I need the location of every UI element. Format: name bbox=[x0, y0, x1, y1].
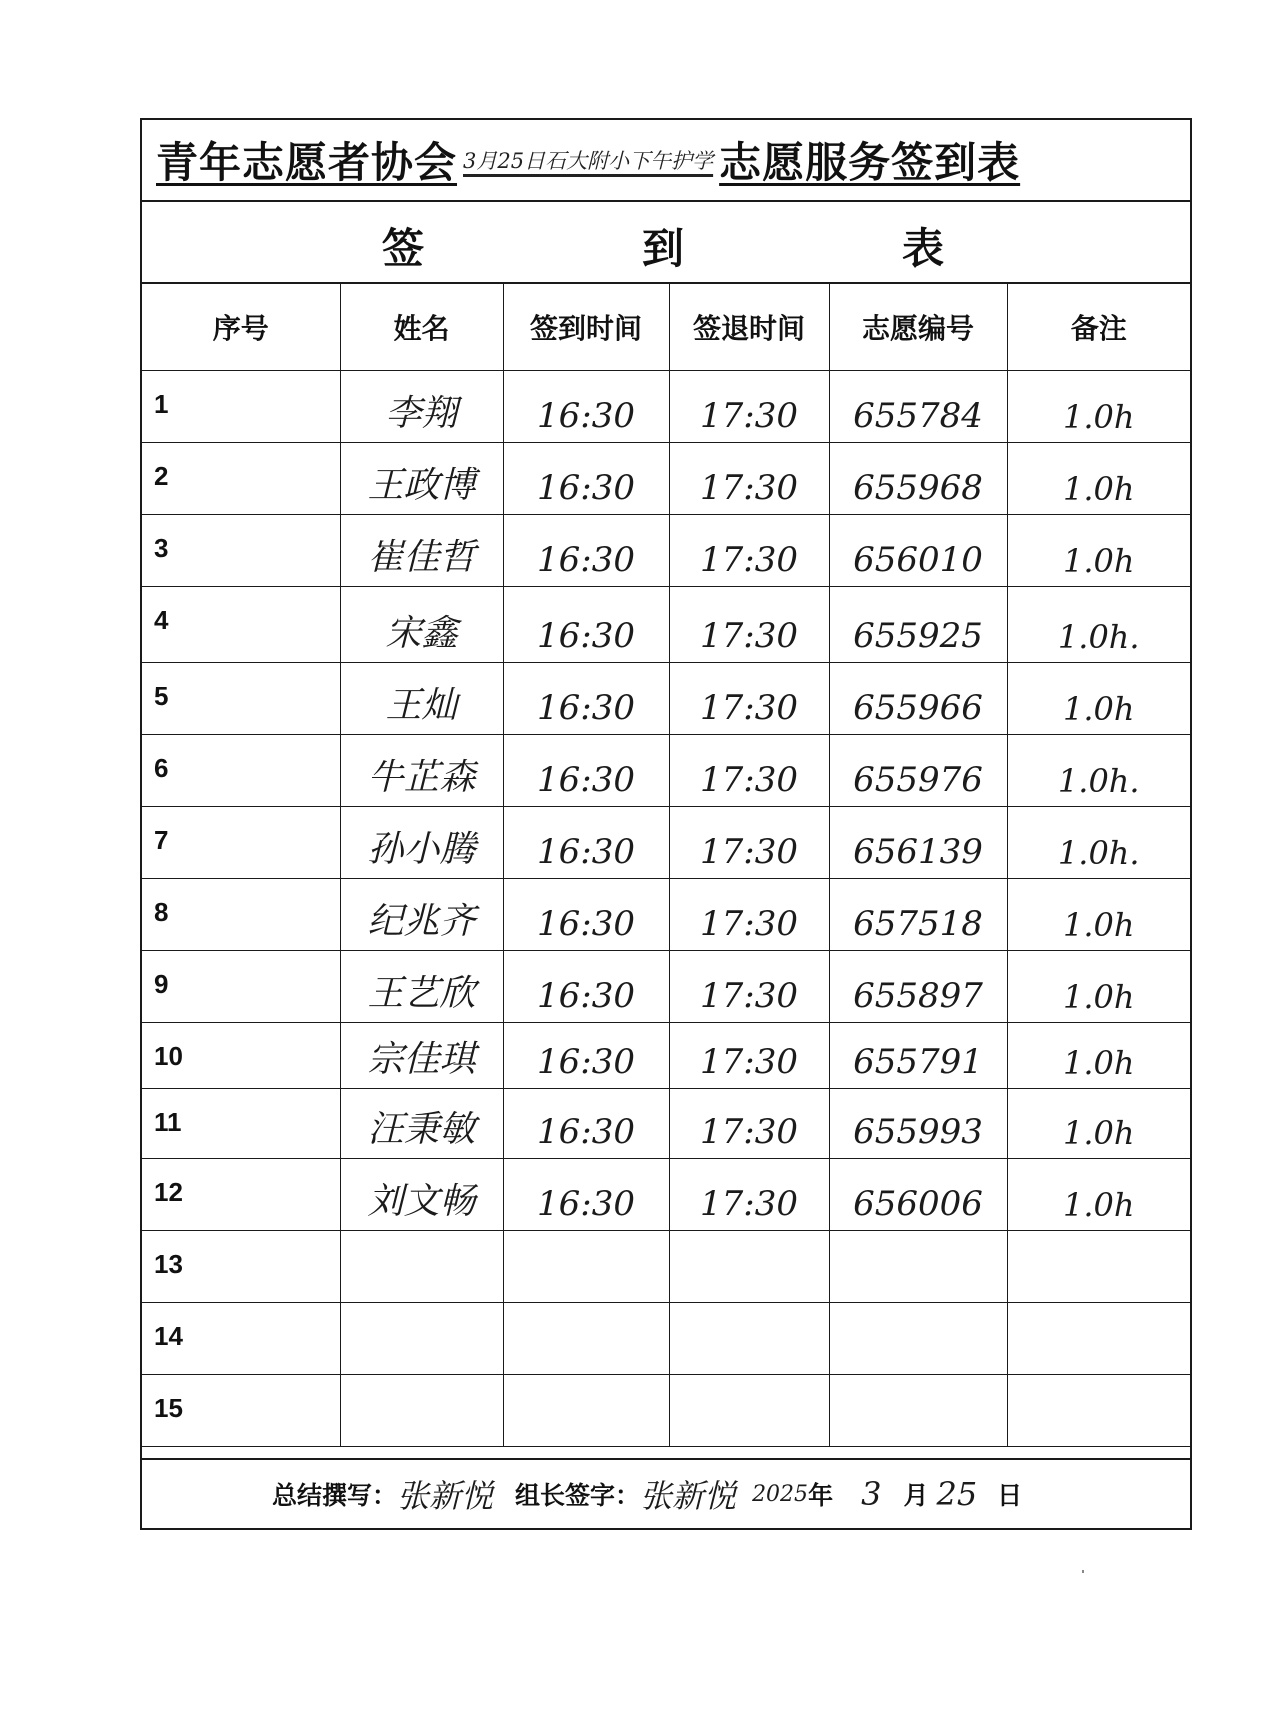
table-row bbox=[142, 1302, 1190, 1374]
table-row bbox=[142, 662, 1190, 734]
table-row bbox=[142, 806, 1190, 878]
row-name: 宋鑫 bbox=[340, 586, 503, 662]
row-checkout-time: 17:30 bbox=[669, 1022, 829, 1088]
row-volunteer-id: 655968 bbox=[829, 442, 1007, 514]
row-volunteer-id: 656010 bbox=[829, 514, 1007, 586]
title-handwritten-event: 3月25日石大附小下午护学 bbox=[463, 149, 714, 173]
row-remark: 1.0h bbox=[1007, 1088, 1190, 1158]
table-row bbox=[142, 442, 1190, 514]
row-checkin-time bbox=[503, 1302, 669, 1374]
table-header-row bbox=[142, 284, 1190, 370]
row-remark: 1.0h. bbox=[1007, 806, 1190, 878]
row-checkin-time: 16:30 bbox=[503, 662, 669, 734]
sign-in-table bbox=[142, 284, 1190, 1447]
row-name: 崔佳哲 bbox=[340, 514, 503, 586]
row-volunteer-id: 656006 bbox=[829, 1158, 1007, 1230]
sheet-footer bbox=[142, 1458, 1190, 1528]
col-header-name: 姓名 bbox=[340, 284, 503, 370]
row-volunteer-id: 655791 bbox=[829, 1022, 1007, 1088]
row-seq: 9 bbox=[142, 950, 340, 1022]
row-seq: 4 bbox=[142, 586, 340, 662]
row-remark: 1.0h bbox=[1007, 1022, 1190, 1088]
row-remark: 1.0h bbox=[1007, 514, 1190, 586]
row-seq: 2 bbox=[142, 442, 340, 514]
row-checkout-time: 17:30 bbox=[669, 662, 829, 734]
row-remark: 1.0h bbox=[1007, 950, 1190, 1022]
row-name: 汪秉敏 bbox=[340, 1088, 503, 1158]
row-name bbox=[340, 1230, 503, 1302]
row-checkin-time: 16:30 bbox=[503, 514, 669, 586]
row-volunteer-id: 655925 bbox=[829, 586, 1007, 662]
row-remark: 1.0h bbox=[1007, 1158, 1190, 1230]
row-checkout-time: 17:30 bbox=[669, 514, 829, 586]
row-checkout-time: 17:30 bbox=[669, 878, 829, 950]
table-row bbox=[142, 734, 1190, 806]
row-volunteer-id: 655976 bbox=[829, 734, 1007, 806]
row-checkin-time: 16:30 bbox=[503, 806, 669, 878]
row-seq: 12 bbox=[142, 1158, 340, 1230]
leader-signature-label: 组长签字： bbox=[515, 1481, 641, 1510]
table-row bbox=[142, 878, 1190, 950]
row-remark: 1.0h. bbox=[1007, 734, 1190, 806]
summary-writer-signature: 张新悦 bbox=[397, 1477, 494, 1515]
row-remark bbox=[1007, 1302, 1190, 1374]
col-header-checkout: 签退时间 bbox=[669, 284, 829, 370]
row-seq: 10 bbox=[142, 1022, 340, 1088]
row-checkin-time: 16:30 bbox=[503, 1022, 669, 1088]
row-checkin-time: 16:30 bbox=[503, 878, 669, 950]
row-seq: 8 bbox=[142, 878, 340, 950]
summary-writer-label: 总结撰写： bbox=[272, 1481, 398, 1510]
title-form-name: 志愿服务签到表 bbox=[719, 138, 1021, 187]
row-remark: 1.0h bbox=[1007, 662, 1190, 734]
row-checkout-time: 17:30 bbox=[669, 370, 829, 442]
row-name: 牛芷森 bbox=[340, 734, 503, 806]
row-seq: 1 bbox=[142, 370, 340, 442]
row-volunteer-id bbox=[829, 1230, 1007, 1302]
row-checkin-time: 16:30 bbox=[503, 370, 669, 442]
table-row bbox=[142, 1088, 1190, 1158]
row-checkout-time bbox=[669, 1302, 829, 1374]
row-seq: 5 bbox=[142, 662, 340, 734]
col-header-seq: 序号 bbox=[142, 284, 340, 370]
row-checkin-time bbox=[503, 1374, 669, 1446]
row-checkout-time bbox=[669, 1374, 829, 1446]
row-name: 王政博 bbox=[340, 442, 503, 514]
table-row bbox=[142, 514, 1190, 586]
date-day: 25 bbox=[936, 1475, 978, 1513]
row-name: 宗佳琪 bbox=[340, 1022, 503, 1088]
col-header-checkin: 签到时间 bbox=[503, 284, 669, 370]
row-checkout-time: 17:30 bbox=[669, 586, 829, 662]
date-month-suffix: 月 bbox=[903, 1481, 929, 1510]
row-volunteer-id bbox=[829, 1302, 1007, 1374]
table-row bbox=[142, 950, 1190, 1022]
row-checkout-time: 17:30 bbox=[669, 806, 829, 878]
table-row bbox=[142, 370, 1190, 442]
row-checkout-time: 17:30 bbox=[669, 1158, 829, 1230]
col-header-volunteer-id: 志愿编号 bbox=[829, 284, 1007, 370]
row-name bbox=[340, 1374, 503, 1446]
row-checkin-time bbox=[503, 1230, 669, 1302]
row-seq: 14 bbox=[142, 1302, 340, 1374]
row-name: 王灿 bbox=[340, 662, 503, 734]
date-year: 2025 bbox=[752, 1481, 809, 1507]
paper-speck bbox=[1082, 1570, 1084, 1573]
row-name: 孙小腾 bbox=[340, 806, 503, 878]
date-year-suffix: 年 bbox=[808, 1481, 834, 1510]
sheet-title bbox=[142, 120, 1190, 202]
date-month: 3 bbox=[861, 1475, 882, 1513]
row-remark: 1.0h bbox=[1007, 370, 1190, 442]
subtitle-row bbox=[142, 202, 1190, 284]
row-checkout-time bbox=[669, 1230, 829, 1302]
row-seq: 6 bbox=[142, 734, 340, 806]
row-checkin-time: 16:30 bbox=[503, 442, 669, 514]
row-name: 李翔 bbox=[340, 370, 503, 442]
row-remark bbox=[1007, 1230, 1190, 1302]
row-checkin-time: 16:30 bbox=[503, 950, 669, 1022]
row-checkout-time: 17:30 bbox=[669, 1088, 829, 1158]
row-volunteer-id: 655784 bbox=[829, 370, 1007, 442]
subtitle-char-3: 表 bbox=[902, 224, 945, 273]
table-row bbox=[142, 1158, 1190, 1230]
row-volunteer-id: 656139 bbox=[829, 806, 1007, 878]
row-name: 王艺欣 bbox=[340, 950, 503, 1022]
row-checkin-time: 16:30 bbox=[503, 1158, 669, 1230]
row-name bbox=[340, 1302, 503, 1374]
row-checkin-time: 16:30 bbox=[503, 734, 669, 806]
table-row bbox=[142, 586, 1190, 662]
col-header-remark: 备注 bbox=[1007, 284, 1190, 370]
date-day-suffix: 日 bbox=[997, 1481, 1023, 1510]
subtitle-char-2: 到 bbox=[642, 224, 685, 273]
row-volunteer-id: 657518 bbox=[829, 878, 1007, 950]
row-remark: 1.0h bbox=[1007, 442, 1190, 514]
row-volunteer-id: 655993 bbox=[829, 1088, 1007, 1158]
row-seq: 15 bbox=[142, 1374, 340, 1446]
row-seq: 7 bbox=[142, 806, 340, 878]
row-volunteer-id: 655897 bbox=[829, 950, 1007, 1022]
row-checkout-time: 17:30 bbox=[669, 950, 829, 1022]
table-row bbox=[142, 1374, 1190, 1446]
row-name: 纪兆齐 bbox=[340, 878, 503, 950]
title-organization: 青年志愿者协会 bbox=[156, 138, 458, 187]
row-remark bbox=[1007, 1374, 1190, 1446]
leader-signature: 张新悦 bbox=[640, 1477, 737, 1515]
table-row bbox=[142, 1022, 1190, 1088]
subtitle-char-1: 签 bbox=[382, 224, 425, 273]
row-remark: 1.0h. bbox=[1007, 586, 1190, 662]
row-volunteer-id bbox=[829, 1374, 1007, 1446]
table-row bbox=[142, 1230, 1190, 1302]
sign-in-sheet bbox=[140, 118, 1192, 1530]
row-seq: 3 bbox=[142, 514, 340, 586]
row-checkout-time: 17:30 bbox=[669, 442, 829, 514]
row-checkout-time: 17:30 bbox=[669, 734, 829, 806]
row-remark: 1.0h bbox=[1007, 878, 1190, 950]
row-seq: 13 bbox=[142, 1230, 340, 1302]
row-seq: 11 bbox=[142, 1088, 340, 1158]
row-checkin-time: 16:30 bbox=[503, 1088, 669, 1158]
row-name: 刘文畅 bbox=[340, 1158, 503, 1230]
row-volunteer-id: 655966 bbox=[829, 662, 1007, 734]
row-checkin-time: 16:30 bbox=[503, 586, 669, 662]
